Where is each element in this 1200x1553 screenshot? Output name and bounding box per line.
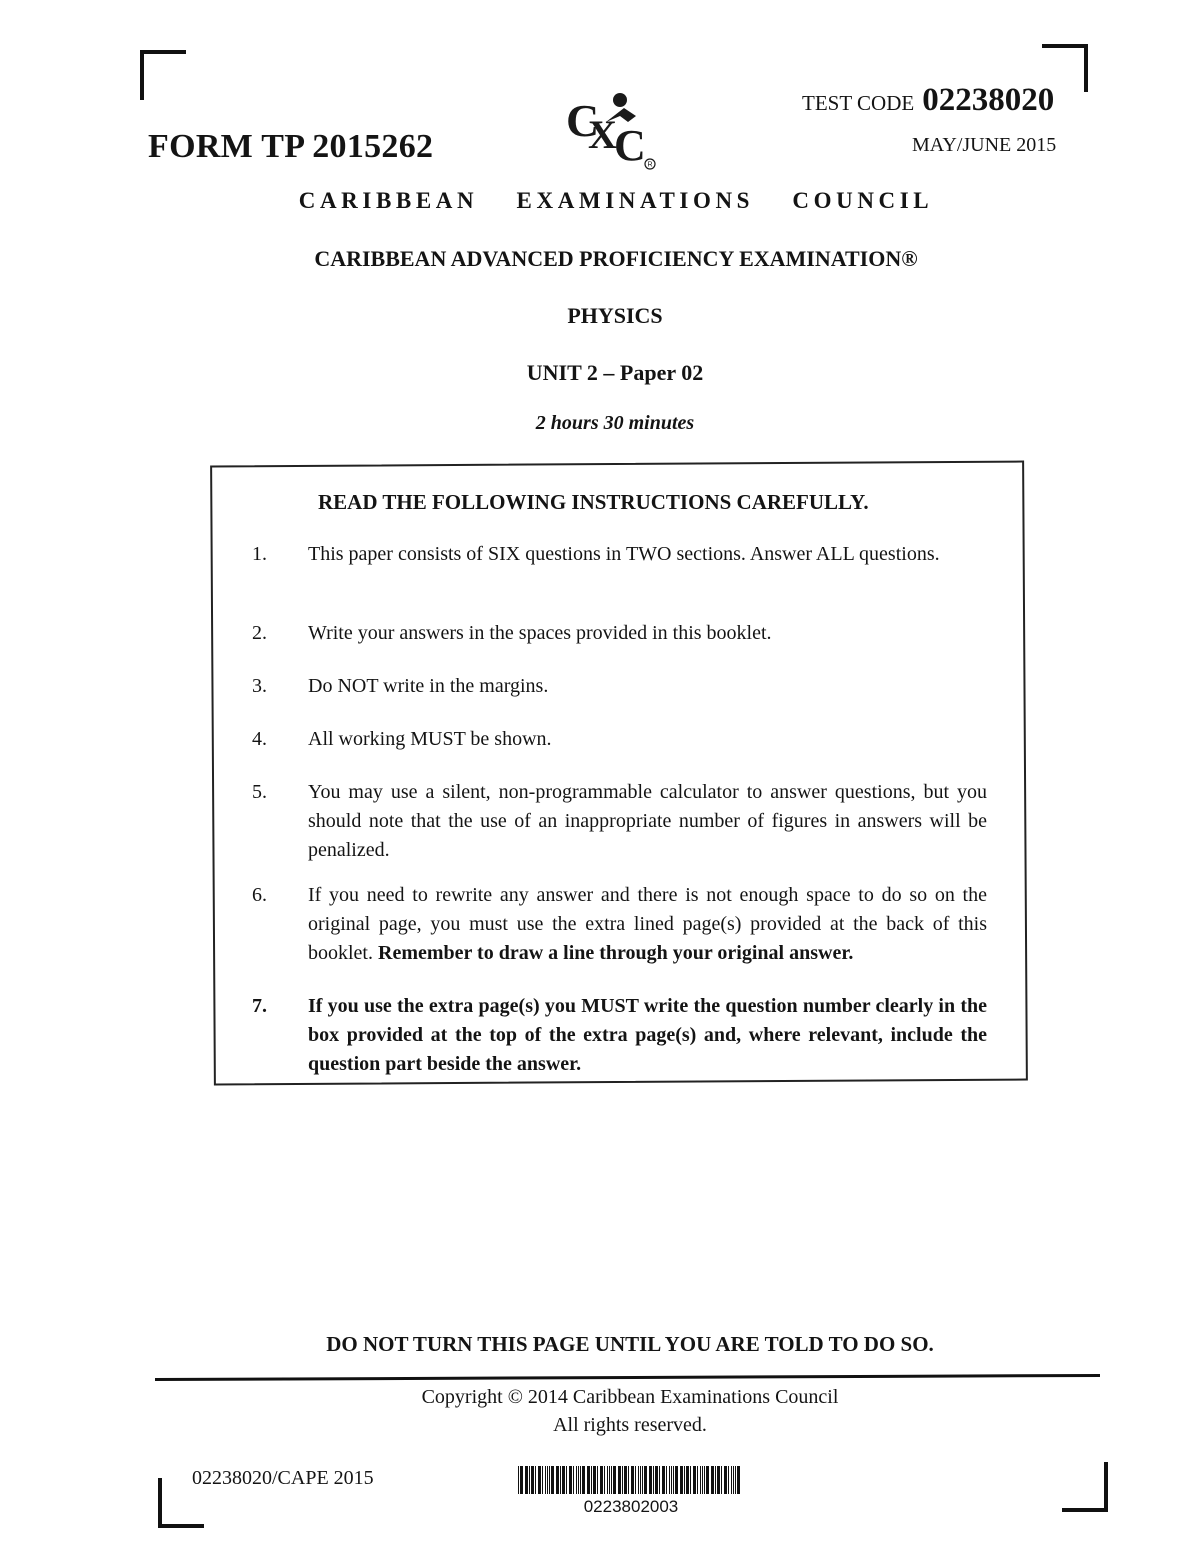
instruction-number: 5. xyxy=(252,781,267,803)
form-number: FORM TP 2015262 xyxy=(148,128,434,165)
barcode-bar xyxy=(666,1466,667,1494)
instruction-text: This paper consists of SIX questions in TWO sections. Answer ALL questions. xyxy=(308,543,940,565)
svg-text:R: R xyxy=(647,161,653,169)
copyright-text: Copyright © 2014 Caribbean Examinations Council xyxy=(421,1386,839,1408)
instruction-number: 3. xyxy=(252,675,267,697)
barcode-bar xyxy=(587,1466,590,1494)
barcode-bar xyxy=(591,1466,592,1494)
instruction-number: 7. xyxy=(252,995,267,1017)
barcode-bar xyxy=(724,1466,727,1494)
barcode-bar xyxy=(573,1466,574,1494)
test-code xyxy=(802,82,1054,119)
barcode-bar xyxy=(542,1466,543,1494)
barcode-bar xyxy=(556,1466,559,1494)
barcode-bar xyxy=(655,1466,658,1494)
instructions-heading: READ THE FOLLOWING INSTRUCTIONS CAREFULLY. xyxy=(318,490,869,514)
barcode-bar xyxy=(545,1466,546,1494)
barcode-bar xyxy=(644,1466,647,1494)
copyright-notice xyxy=(0,1383,1200,1439)
barcode-bar xyxy=(624,1466,627,1494)
instruction-text: All working MUST be shown. xyxy=(308,728,552,750)
instruction-item xyxy=(252,992,987,1079)
barcode-bar xyxy=(618,1466,621,1494)
barcode-bar xyxy=(531,1466,534,1494)
barcode-bar xyxy=(613,1466,616,1494)
barcode-bar xyxy=(525,1466,528,1494)
cxc-logo xyxy=(562,92,662,170)
barcode-bar xyxy=(593,1466,596,1494)
barcode xyxy=(518,1466,744,1494)
barcode-bar xyxy=(569,1466,572,1494)
barcode-bar xyxy=(549,1466,550,1494)
instruction-item xyxy=(252,672,987,701)
barcode-bar xyxy=(697,1466,698,1494)
barcode-bar xyxy=(649,1466,652,1494)
instruction-text xyxy=(308,881,987,968)
do-not-turn-warning: DO NOT TURN THIS PAGE UNTIL YOU ARE TOLD TO DO SO. xyxy=(326,1332,934,1356)
barcode-bar xyxy=(535,1466,536,1494)
barcode-bar xyxy=(706,1466,709,1494)
instruction-text-bold: Remember to draw a line through your original answer. xyxy=(378,942,854,964)
barcode-bar xyxy=(582,1466,585,1494)
rights-text: All rights reserved. xyxy=(553,1414,707,1436)
crop-mark-top-left xyxy=(140,50,186,100)
instruction-text-regular: If you need to rewrite any answer and there is not enough space to do so on the original page, you must use the extra lined page(s) provided at the back of this booklet. xyxy=(308,884,987,964)
barcode-bar xyxy=(635,1466,636,1494)
exam-sitting: MAY/JUNE 2015 xyxy=(912,134,1057,156)
svg-text:C: C xyxy=(566,95,600,146)
barcode-bar xyxy=(669,1466,670,1494)
barcode-bar xyxy=(578,1466,579,1494)
barcode-bar xyxy=(560,1466,561,1494)
instruction-number: 6. xyxy=(252,884,267,906)
instruction-text: Do NOT write in the margins. xyxy=(308,675,549,697)
barcode-bar xyxy=(662,1466,665,1494)
barcode-bar xyxy=(715,1466,716,1494)
barcode-bar xyxy=(684,1466,685,1494)
barcode-bar xyxy=(711,1466,714,1494)
instruction-text: Write your answers in the spaces provided in this booklet. xyxy=(308,622,772,644)
barcode-bar xyxy=(702,1466,703,1494)
barcode-bar xyxy=(518,1466,519,1494)
barcode-bar xyxy=(580,1466,581,1494)
instruction-item xyxy=(252,540,987,569)
barcode-bar xyxy=(529,1466,530,1494)
barcode-bar xyxy=(597,1466,598,1494)
barcode-bar xyxy=(642,1466,643,1494)
footer-rule xyxy=(155,1374,1100,1381)
barcode-bar xyxy=(609,1466,610,1494)
barcode-bar xyxy=(693,1466,696,1494)
council-name: CARIBBEAN EXAMINATIONS COUNCIL xyxy=(298,188,934,213)
barcode-bar xyxy=(638,1466,639,1494)
barcode-bar xyxy=(671,1466,672,1494)
instruction-number: 4. xyxy=(252,728,267,750)
subject-title: PHYSICS xyxy=(567,303,663,328)
barcode-bar xyxy=(640,1466,641,1494)
barcode-bar xyxy=(600,1466,603,1494)
exam-duration: 2 hours 30 minutes xyxy=(535,412,695,434)
barcode-bar xyxy=(538,1466,541,1494)
barcode-bar xyxy=(659,1466,660,1494)
barcode-bar xyxy=(675,1466,678,1494)
instruction-text: You may use a silent, non-programmable calculator to answer questions, but you should note that the use of an inappropriate number of figures in answers will be penalized. xyxy=(308,781,987,861)
barcode-bar xyxy=(631,1466,634,1494)
barcode-bar xyxy=(566,1466,567,1494)
barcode-bar xyxy=(653,1466,654,1494)
barcode-bar xyxy=(607,1466,608,1494)
barcode-bar xyxy=(737,1466,740,1494)
svg-text:C: C xyxy=(614,121,646,170)
unit-paper: UNIT 2 – Paper 02 xyxy=(526,360,704,385)
barcode-bar xyxy=(604,1466,605,1494)
barcode-bar xyxy=(562,1466,565,1494)
instruction-item xyxy=(252,725,987,754)
instruction-item xyxy=(252,619,987,648)
barcode-bar xyxy=(686,1466,689,1494)
svg-text:X: X xyxy=(588,112,617,157)
examination-name: CARIBBEAN ADVANCED PROFICIENCY EXAMINATION® xyxy=(314,246,918,271)
barcode-bar xyxy=(717,1466,720,1494)
instruction-text: If you use the extra page(s) you MUST write the question number clearly in the box provided at the top of the extra page(s) and, where relevant, include the question part beside the answer. xyxy=(308,995,987,1075)
barcode-bar xyxy=(576,1466,577,1494)
instruction-item xyxy=(252,881,987,968)
barcode-bar xyxy=(611,1466,612,1494)
barcode-bar xyxy=(700,1466,701,1494)
barcode-number: 0223802003 xyxy=(583,1497,679,1516)
barcode-bar xyxy=(731,1466,732,1494)
barcode-bar xyxy=(547,1466,548,1494)
barcode-bar xyxy=(733,1466,734,1494)
barcode-bar xyxy=(728,1466,729,1494)
instruction-number: 1. xyxy=(252,543,267,565)
barcode-bar xyxy=(622,1466,623,1494)
barcode-bar xyxy=(721,1466,722,1494)
crop-mark-bottom-right xyxy=(1062,1462,1108,1512)
barcode-bar xyxy=(690,1466,691,1494)
instruction-item xyxy=(252,778,987,865)
barcode-bar xyxy=(551,1466,554,1494)
page-code: 02238020/CAPE 2015 xyxy=(192,1467,374,1489)
test-code-value: 02238020 xyxy=(922,82,1055,118)
barcode-bar xyxy=(735,1466,736,1494)
barcode-bar xyxy=(680,1466,683,1494)
barcode-bar xyxy=(704,1466,705,1494)
test-code-label: TEST CODE xyxy=(802,91,915,115)
instruction-number: 2. xyxy=(252,622,267,644)
barcode-bar xyxy=(673,1466,674,1494)
barcode-bar xyxy=(520,1466,523,1494)
barcode-bar xyxy=(628,1466,629,1494)
